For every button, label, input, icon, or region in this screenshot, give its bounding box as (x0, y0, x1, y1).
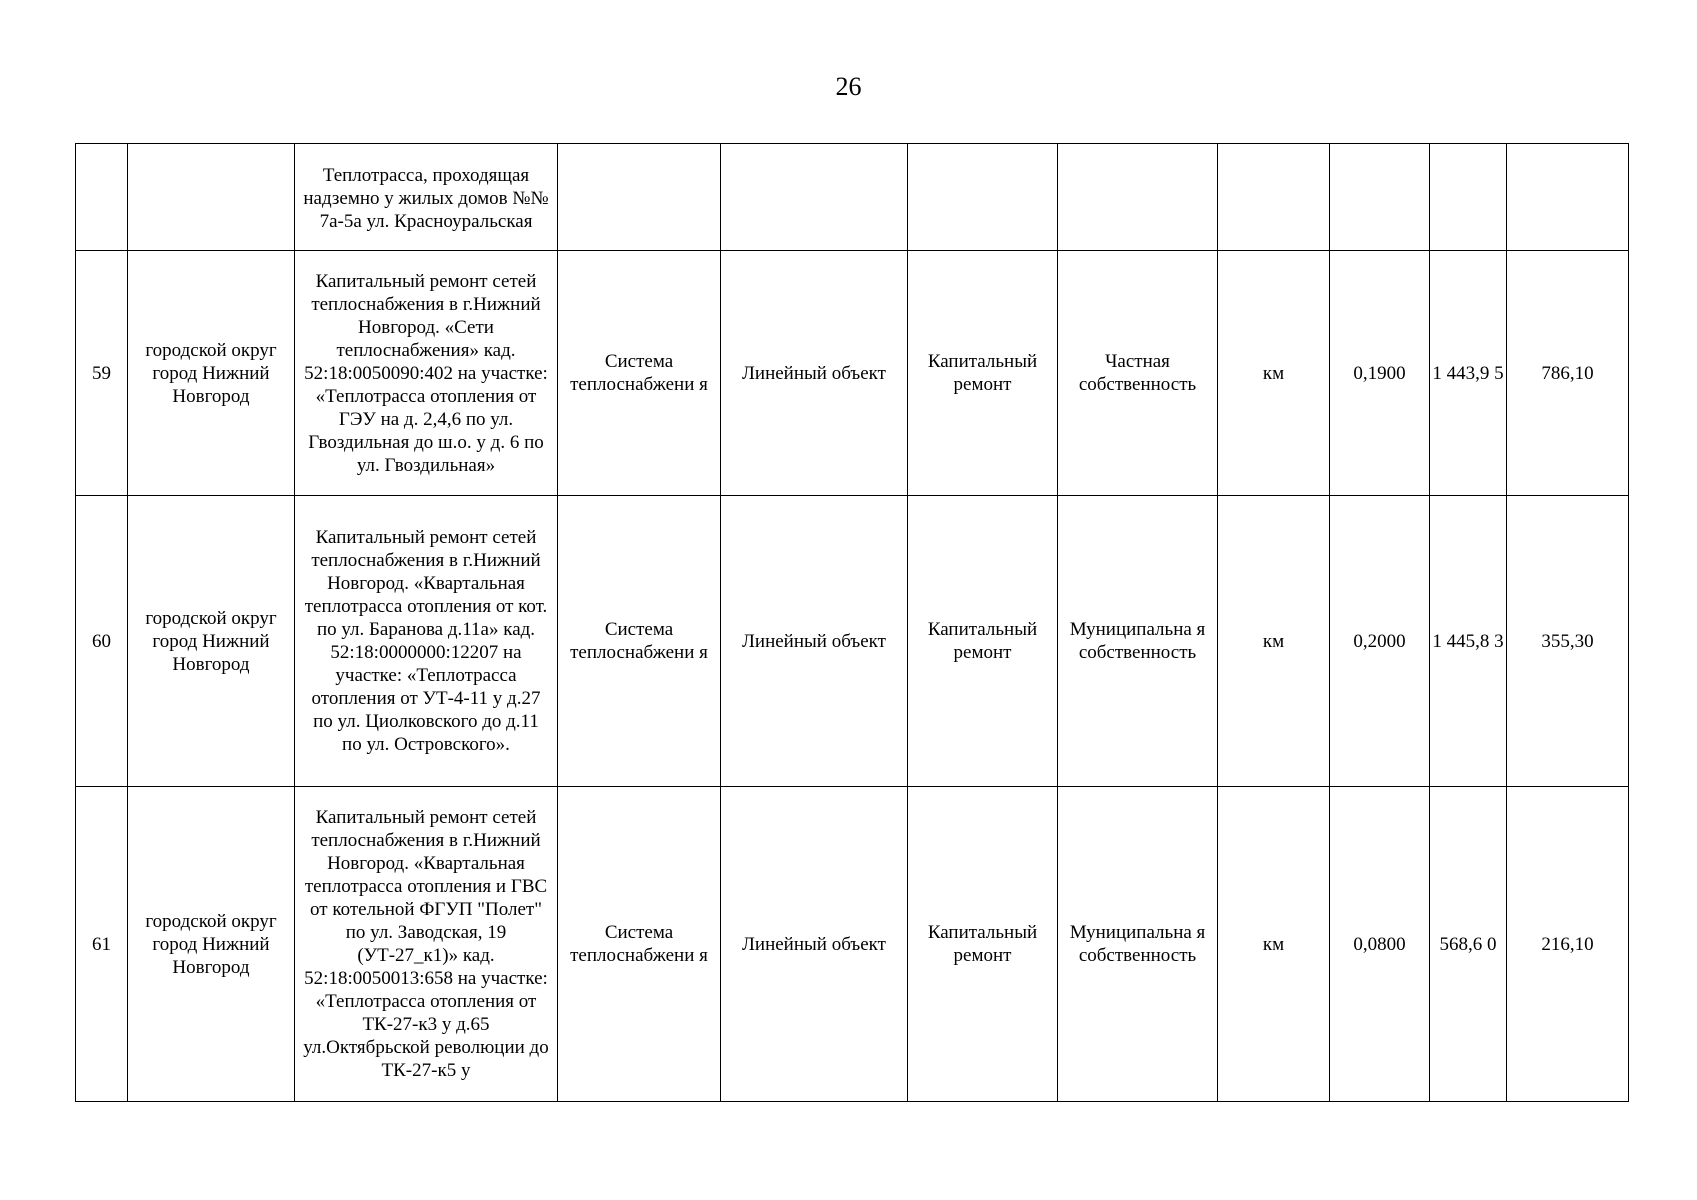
cell-index: 59 (76, 251, 128, 496)
cell-description: Капитальный ремонт сетей теплоснабжения в г.Нижний Новгород. «Квартальная теплотрасса отопления и ГВС от котельной ФГУП "Полет" по ул. Заводская, 19 (УТ-27_к1)» кад. 52:18:0050013:658 на участке: «Теплотрасса отопления от ТК-27-к3 у д.65 ул.Октябрьской революции до ТК-27-к5 у (295, 787, 558, 1102)
cell-municipality: городской округ город Нижний Новгород (128, 787, 295, 1102)
cell-system: Система теплоснабжени я (558, 787, 721, 1102)
cell-unit: км (1218, 251, 1330, 496)
cell-index: 61 (76, 787, 128, 1102)
cell-unit: км (1218, 496, 1330, 787)
cell-municipality: городской округ город Нижний Новгород (128, 496, 295, 787)
cell-ownership: Муниципальна я собственность (1058, 496, 1218, 787)
cell-value1: 568,6 0 (1430, 787, 1507, 1102)
cell-work-type: Капитальный ремонт (908, 251, 1058, 496)
table-row (76, 787, 1629, 1102)
cell-ownership: Муниципальна я собственность (1058, 787, 1218, 1102)
cell-unit: км (1218, 787, 1330, 1102)
cell-municipality (128, 144, 295, 251)
cell-value2: 786,10 (1507, 251, 1629, 496)
cell-work-type (908, 144, 1058, 251)
cell-length: 0,1900 (1330, 251, 1430, 496)
cell-description: Капитальный ремонт сетей теплоснабжения в г.Нижний Новгород. «Сети теплоснабжения» кад. 52:18:0050090:402 на участке: «Теплотрасса отопления от ГЭУ на д. 2,4,6 по ул. Гвоздильная до ш.о. у д. 6 по ул. Гвоздильная» (295, 251, 558, 496)
cell-index (76, 144, 128, 251)
cell-municipality: городской округ город Нижний Новгород (128, 251, 295, 496)
cell-index: 60 (76, 496, 128, 787)
cell-object-type: Линейный объект (721, 787, 908, 1102)
page-number: 26 (835, 72, 862, 101)
cell-object-type: Линейный объект (721, 251, 908, 496)
projects-table (75, 143, 1629, 1102)
cell-value2 (1507, 144, 1629, 251)
table-row (76, 251, 1629, 496)
table-row-continuation (76, 144, 1629, 251)
cell-object-type (721, 144, 908, 251)
cell-work-type: Капитальный ремонт (908, 496, 1058, 787)
cell-system: Система теплоснабжени я (558, 251, 721, 496)
cell-ownership: Частная собственность (1058, 251, 1218, 496)
cell-value2: 216,10 (1507, 787, 1629, 1102)
cell-value1: 1 443,9 5 (1430, 251, 1507, 496)
cell-work-type: Капитальный ремонт (908, 787, 1058, 1102)
cell-system: Система теплоснабжени я (558, 496, 721, 787)
cell-object-type: Линейный объект (721, 496, 908, 787)
cell-value1: 1 445,8 3 (1430, 496, 1507, 787)
table-row (76, 496, 1629, 787)
cell-length: 0,0800 (1330, 787, 1430, 1102)
cell-description: Теплотрасса, проходящая надземно у жилых домов №№ 7а-5а ул. Красноуральская (295, 144, 558, 251)
cell-ownership (1058, 144, 1218, 251)
cell-value2: 355,30 (1507, 496, 1629, 787)
cell-length (1330, 144, 1430, 251)
cell-description: Капитальный ремонт сетей теплоснабжения в г.Нижний Новгород. «Квартальная теплотрасса отопления от кот. по ул. Баранова д.11а» кад. 52:18:0000000:12207 на участке: «Теплотрасса отопления от УТ-4-11 у д.27 по ул. Циолковского до д.11 по ул. Островского». (295, 496, 558, 787)
cell-unit (1218, 144, 1330, 251)
cell-system (558, 144, 721, 251)
cell-length: 0,2000 (1330, 496, 1430, 787)
cell-value1 (1430, 144, 1507, 251)
